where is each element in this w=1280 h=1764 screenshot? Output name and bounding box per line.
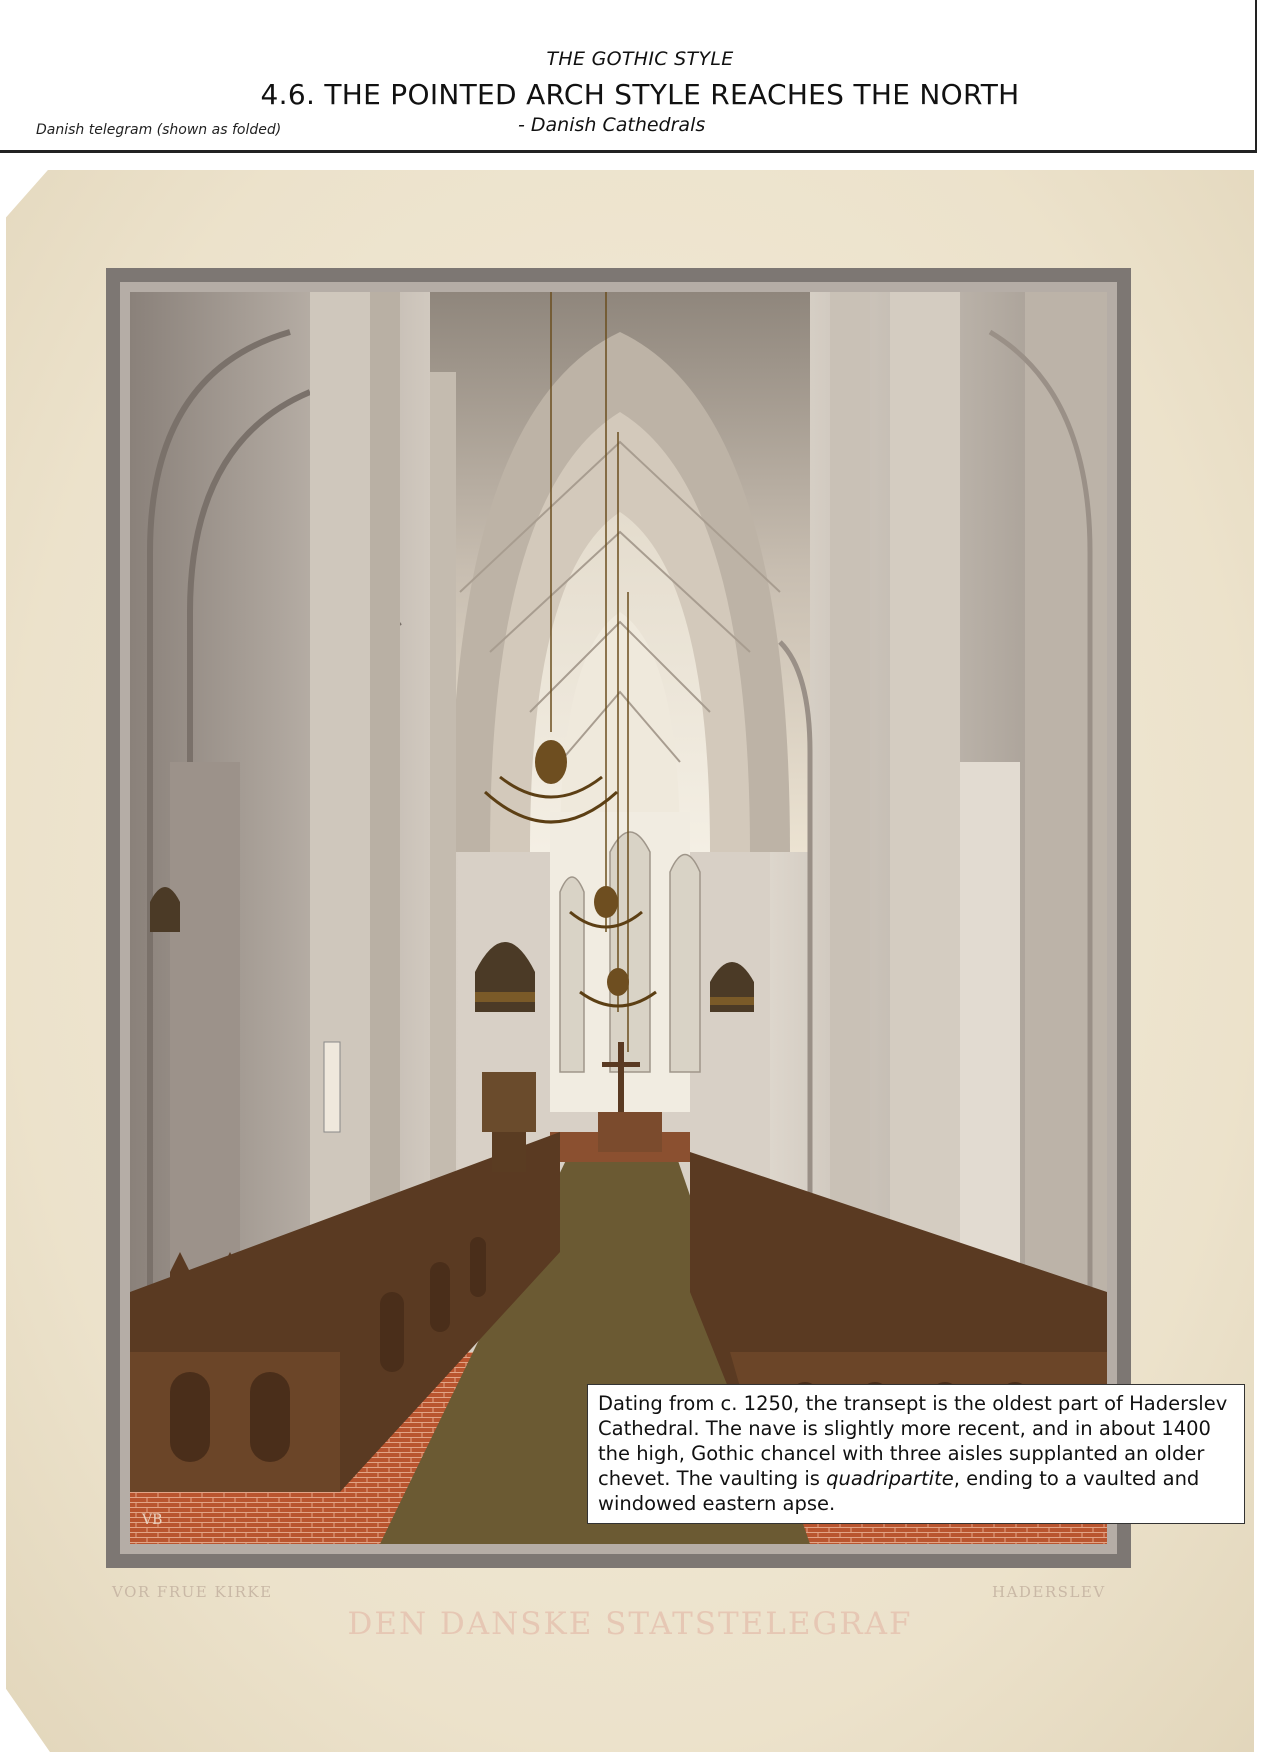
description-text: Dating from c. 1250, the transept is the oldest part of Haderslev Cathedral. The nave is slightly more recent, and in about 1400 the high, Gothic chancel with three aisles supplanted an older chevet. The vaulting is — [598, 1392, 1228, 1490]
artist-mark: VB — [142, 1512, 163, 1528]
cathedral-interior-illustration — [130, 292, 1107, 1544]
section-subtitle: - Danish Cathedrals — [518, 114, 706, 136]
description-text-end: , ending to a vaulted and windowed eastern apse. — [598, 1467, 1200, 1515]
series-title: THE GOTHIC STYLE — [546, 48, 734, 70]
page-header — [0, 0, 1280, 160]
cathedral-print — [106, 268, 1131, 1568]
section-title: 4.6. THE POINTED ARCH STYLE REACHES THE NORTH — [260, 78, 1020, 111]
publisher-name: DEN DANSKE STATSTELEGRAF — [347, 1606, 913, 1642]
item-caption: Danish telegram (shown as folded) — [36, 122, 282, 138]
description-box — [587, 1384, 1245, 1524]
print-mat — [120, 282, 1117, 1554]
description-emphasis: quadripartite — [826, 1467, 954, 1490]
place-label-right: HADERSLEV — [992, 1583, 1106, 1601]
place-label-left: VOR FRUE KIRKE — [112, 1583, 273, 1601]
